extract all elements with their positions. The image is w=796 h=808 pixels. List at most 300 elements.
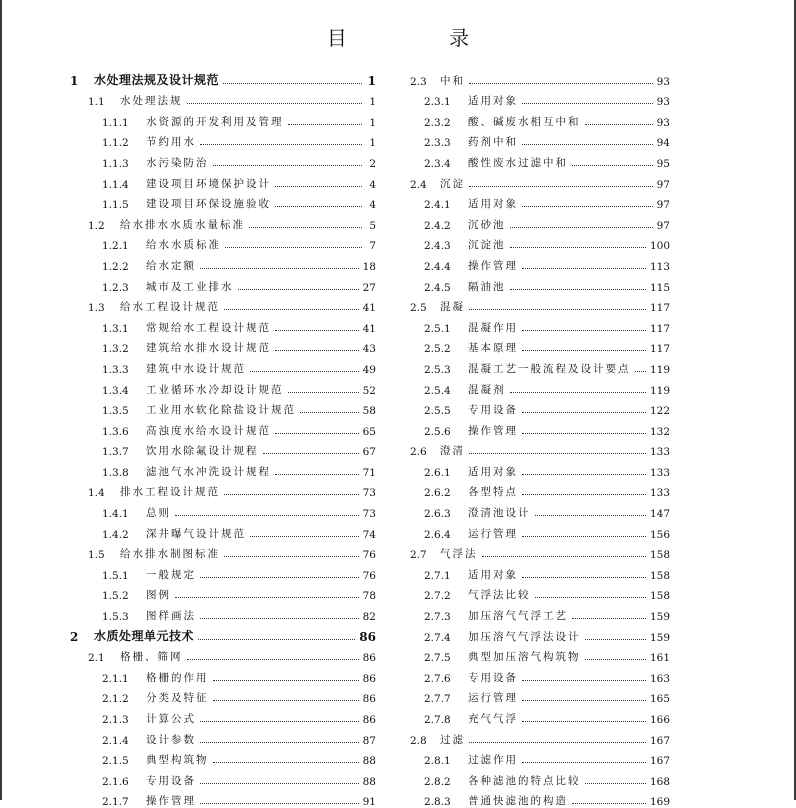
- toc-right-column: [410, 67, 670, 808]
- toc-entry-number: 1.2.1: [102, 240, 129, 253]
- toc-entry-number: 2.4.5: [424, 281, 451, 294]
- toc-entry-number: 2.7.7: [424, 693, 451, 706]
- toc-entry-page: 122: [649, 405, 670, 418]
- toc-entry-title: 运行管理: [468, 692, 518, 705]
- toc-entry[interactable]: [410, 623, 670, 644]
- toc-entry-page: 133: [649, 446, 670, 459]
- toc-entry[interactable]: [410, 355, 670, 376]
- toc-entry-number: 1.5.3: [102, 611, 129, 624]
- toc-leader-dots: [522, 103, 653, 104]
- toc-entry-number: 2.7.8: [424, 714, 451, 726]
- toc-leader-dots: [522, 700, 646, 701]
- toc-entry-number: 2.1.5: [102, 755, 129, 768]
- toc-entry[interactable]: [70, 211, 376, 232]
- toc-entry-number: 2.8: [410, 734, 427, 747]
- toc-entry[interactable]: [70, 67, 376, 88]
- toc-entry-page: 86: [362, 672, 376, 685]
- toc-entry-page: 169: [649, 796, 670, 808]
- toc-entry[interactable]: [410, 582, 670, 603]
- toc-entry[interactable]: [70, 149, 376, 170]
- toc-entry[interactable]: [70, 623, 376, 644]
- toc-entry-title: 运行管理: [468, 527, 518, 540]
- toc-entry-number: 1.2.3: [102, 281, 129, 294]
- toc-entry-page: 159: [649, 611, 670, 624]
- toc-entry-number: 2.7.1: [424, 569, 451, 582]
- toc-entry[interactable]: [70, 170, 376, 191]
- toc-entry[interactable]: [410, 376, 670, 397]
- toc-leader-dots: [200, 577, 359, 578]
- toc-entry-number: 1.3.2: [102, 343, 129, 356]
- toc-entry-page: 165: [649, 693, 670, 706]
- toc-entry-number: 2.3.3: [424, 137, 451, 150]
- toc-leader-dots: [288, 124, 363, 125]
- toc-entry[interactable]: [410, 335, 670, 356]
- toc-entry[interactable]: [70, 88, 376, 109]
- toc-entry-page: 156: [649, 528, 670, 541]
- toc-leader-dots: [522, 330, 646, 331]
- toc-entry-page: 58: [362, 405, 376, 418]
- toc-entry-page: 161: [649, 652, 670, 665]
- toc-entry-number: 2.1.6: [102, 775, 129, 788]
- toc-entry[interactable]: [410, 499, 670, 520]
- toc-entry-page: 117: [649, 322, 670, 335]
- toc-entry-page: 159: [649, 631, 670, 644]
- toc-leader-dots: [200, 618, 359, 619]
- toc-entry[interactable]: [70, 273, 376, 294]
- toc-entry[interactable]: [70, 499, 376, 520]
- toc-entry-title: 水处理法规及设计规范: [94, 72, 220, 87]
- toc-leader-dots: [275, 433, 359, 434]
- toc-entry-title: 充气气浮: [468, 713, 518, 725]
- toc-leader-dots: [200, 144, 362, 145]
- toc-entry[interactable]: [410, 705, 670, 726]
- toc-leader-dots: [469, 186, 653, 187]
- toc-entry[interactable]: [410, 149, 670, 170]
- toc-entry-page: 86: [362, 714, 376, 726]
- toc-entry-number: 2.6.2: [424, 487, 451, 500]
- toc-entry-number: 2.6.3: [424, 508, 451, 521]
- toc-entry-page: 76: [362, 549, 376, 562]
- toc-entry-title: 过滤作用: [468, 754, 518, 767]
- toc-entry-title: 给水定额: [146, 259, 196, 272]
- toc-entry[interactable]: [70, 602, 376, 623]
- toc-entry-page: 87: [362, 734, 376, 747]
- toc-entry-number: 2.5.3: [424, 363, 451, 376]
- toc-entry-title: 给水水质标准: [146, 239, 221, 252]
- toc-leader-dots: [187, 659, 359, 660]
- toc-entry[interactable]: [70, 726, 376, 747]
- toc-entry-page: 93: [656, 75, 670, 88]
- toc-entry[interactable]: [70, 788, 376, 808]
- toc-leader-dots: [522, 350, 646, 351]
- toc-leader-dots: [535, 597, 646, 598]
- toc-entry-title: 格栅的作用: [146, 671, 209, 684]
- toc-leader-dots: [522, 721, 646, 722]
- toc-leader-dots: [522, 536, 646, 537]
- toc-entry-number: 1.1.3: [102, 157, 129, 170]
- toc-leader-dots: [187, 103, 363, 104]
- toc-leader-dots: [522, 433, 646, 434]
- toc-left-column: [70, 67, 376, 808]
- toc-entry-title: 操作管理: [146, 795, 196, 808]
- toc-entry-page: 73: [362, 487, 376, 500]
- toc-entry-page: 65: [362, 425, 376, 438]
- toc-entry-page: 93: [656, 96, 670, 109]
- toc-entry[interactable]: [70, 355, 376, 376]
- toc-entry[interactable]: [410, 788, 670, 808]
- toc-entry-title: 深井曝气设计规范: [146, 527, 246, 540]
- toc-entry[interactable]: [410, 561, 670, 582]
- toc-entry[interactable]: [70, 767, 376, 788]
- toc-entry-page: 74: [362, 528, 376, 541]
- toc-entry-page: 41: [362, 322, 376, 335]
- toc-entry-title: 适用对象: [468, 198, 518, 211]
- toc-leader-dots: [263, 453, 359, 454]
- toc-leader-dots: [238, 289, 359, 290]
- toc-entry[interactable]: [410, 479, 670, 500]
- toc-entry[interactable]: [410, 191, 670, 212]
- page-title: 目 录: [326, 26, 518, 50]
- toc-leader-dots: [572, 618, 646, 619]
- toc-leader-dots: [224, 309, 359, 310]
- toc-entry-page: 115: [649, 281, 670, 294]
- toc-entry-page: 97: [656, 178, 670, 191]
- toc-leader-dots: [250, 536, 359, 537]
- toc-entry-page: 97: [656, 199, 670, 212]
- toc-entry[interactable]: [410, 211, 670, 232]
- toc-entry-title: 工业用水软化除盐设计规范: [146, 404, 296, 417]
- toc-entry-number: 2.5.6: [424, 425, 451, 438]
- toc-leader-dots: [572, 165, 653, 166]
- toc-entry[interactable]: [70, 129, 376, 150]
- toc-entry-page: 163: [649, 672, 670, 685]
- toc-entry-title: 中和: [440, 74, 465, 87]
- toc-leader-dots: [200, 742, 359, 743]
- toc-entry[interactable]: [410, 170, 670, 191]
- toc-entry[interactable]: [70, 458, 376, 479]
- toc-entry-page: 158: [649, 569, 670, 582]
- toc-entry-title: 普通快滤池的构造: [468, 795, 568, 808]
- toc-leader-dots: [522, 474, 646, 475]
- toc-entry-number: 2.5: [410, 302, 427, 315]
- toc-entry-number: 1.1.2: [102, 137, 129, 150]
- toc-entry-page: 1: [369, 137, 376, 150]
- toc-entry-title: 药剂中和: [468, 136, 518, 149]
- toc-entry[interactable]: [70, 252, 376, 273]
- toc-leader-dots: [469, 742, 646, 743]
- toc-entry-title: 混凝剂: [468, 383, 506, 396]
- toc-entry-page: 167: [649, 755, 670, 768]
- toc-entry-title: 典型加压溶气构筑物: [468, 651, 581, 664]
- toc-entry-page: 88: [362, 755, 376, 768]
- toc-entry-number: 1.3.3: [102, 363, 129, 376]
- toc-entry-title: 水污染防治: [146, 156, 209, 169]
- toc-entry-number: 1: [70, 73, 79, 88]
- toc-entry-number: 1.4.2: [102, 528, 129, 541]
- toc-entry-number: 1.1.1: [102, 116, 129, 129]
- toc-entry-title: 适用对象: [468, 465, 518, 478]
- toc-entry-title: 给水排水制图标准: [120, 548, 220, 561]
- toc-leader-dots: [200, 783, 359, 784]
- toc-entry[interactable]: [70, 705, 376, 726]
- toc-entry[interactable]: [410, 541, 670, 562]
- toc-leader-dots: [522, 144, 653, 145]
- toc-entry-page: 2: [369, 157, 376, 170]
- toc-entry-number: 2.3.4: [424, 157, 451, 170]
- toc-leader-dots: [522, 412, 646, 413]
- toc-leader-dots: [224, 556, 359, 557]
- toc-entry-number: 1.5.2: [102, 590, 129, 603]
- toc-entry-number: 2.7.2: [424, 590, 451, 603]
- toc-entry-page: 1: [369, 96, 376, 109]
- toc-leader-dots: [469, 309, 646, 310]
- toc-entry[interactable]: [410, 644, 670, 665]
- toc-entry-number: 2.7.5: [424, 652, 451, 665]
- toc-leader-dots: [522, 268, 646, 269]
- toc-entry[interactable]: [70, 644, 376, 665]
- toc-entry[interactable]: [70, 747, 376, 768]
- toc-entry[interactable]: [410, 397, 670, 418]
- toc-entry[interactable]: [70, 294, 376, 315]
- toc-entry-title: 气浮法: [440, 548, 478, 561]
- toc-entry-title: 过滤: [440, 733, 465, 746]
- toc-entry-page: 113: [649, 260, 670, 273]
- toc-entry[interactable]: [410, 129, 670, 150]
- toc-entry-number: 1.3.4: [102, 384, 129, 397]
- toc-entry-page: 147: [649, 508, 670, 521]
- toc-entry-title: 建筑中水设计规范: [146, 362, 246, 375]
- toc-leader-dots: [275, 206, 362, 207]
- toc-leader-dots: [198, 639, 355, 640]
- toc-entry-page: 4: [369, 199, 376, 212]
- toc-leader-dots: [300, 412, 359, 413]
- toc-entry[interactable]: [410, 664, 670, 685]
- toc-leader-dots: [522, 577, 646, 578]
- toc-leader-dots: [522, 494, 646, 495]
- toc-entry[interactable]: [70, 664, 376, 685]
- toc-entry-number: 2.4.2: [424, 219, 451, 232]
- toc-entry-number: 1.5: [88, 549, 105, 562]
- toc-entry[interactable]: [70, 438, 376, 459]
- toc-leader-dots: [572, 803, 646, 804]
- toc-entry-title: 酸、碱废水相互中和: [468, 115, 581, 128]
- toc-leader-dots: [275, 186, 362, 187]
- toc-entry-page: 86: [359, 629, 376, 644]
- toc-entry-number: 2.4.1: [424, 199, 451, 212]
- toc-entry-title: 建设项目环保设施验收: [146, 198, 271, 211]
- toc-entry-title: 沉淀: [440, 177, 465, 190]
- toc-entry-number: 1.2: [88, 219, 105, 232]
- toc-entry[interactable]: [70, 541, 376, 562]
- toc-leader-dots: [585, 783, 646, 784]
- toc-entry-title: 操作管理: [468, 424, 518, 437]
- toc-entry-number: 2.3.2: [424, 116, 451, 129]
- toc-entry-number: 1.3: [88, 302, 105, 315]
- toc-entry[interactable]: [410, 520, 670, 541]
- toc-entry-page: 18: [362, 260, 376, 273]
- toc-entry[interactable]: [410, 252, 670, 273]
- toc-leader-dots: [585, 639, 646, 640]
- toc-entry[interactable]: [410, 88, 670, 109]
- toc-entry[interactable]: [70, 685, 376, 706]
- toc-entry[interactable]: [410, 67, 670, 88]
- toc-entry-title: 气浮法比较: [468, 589, 531, 602]
- toc-entry-number: 1.1.4: [102, 178, 129, 191]
- toc-entry-page: 88: [362, 775, 376, 788]
- toc-leader-dots: [200, 721, 359, 722]
- toc-entry[interactable]: [410, 685, 670, 706]
- toc-entry[interactable]: [410, 417, 670, 438]
- toc-entry-page: 100: [649, 240, 670, 253]
- toc-entry-page: 71: [362, 466, 376, 479]
- toc-entry-page: 95: [656, 157, 670, 170]
- toc-entry[interactable]: [70, 376, 376, 397]
- toc-leader-dots: [175, 515, 359, 516]
- toc-entry-title: 加压溶气气浮工艺: [468, 610, 568, 623]
- toc-entry[interactable]: [410, 294, 670, 315]
- toc-entry[interactable]: [70, 561, 376, 582]
- toc-entry[interactable]: [410, 232, 670, 253]
- toc-entry-page: 27: [362, 281, 376, 294]
- toc-entry-number: 2.8.3: [424, 796, 451, 808]
- toc-entry-title: 图例: [146, 589, 171, 602]
- toc-entry-page: 78: [362, 590, 376, 603]
- toc-leader-dots: [288, 392, 359, 393]
- toc-entry-page: 49: [362, 363, 376, 376]
- toc-leader-dots: [275, 350, 359, 351]
- toc-entry[interactable]: [70, 479, 376, 500]
- toc-entry[interactable]: [70, 520, 376, 541]
- toc-entry-page: 117: [649, 302, 670, 315]
- toc-leader-dots: [223, 83, 362, 84]
- toc-entry-number: 2.7.6: [424, 672, 451, 685]
- toc-entry-page: 158: [649, 549, 670, 562]
- toc-entry-number: 2.8.2: [424, 775, 451, 788]
- toc-entry[interactable]: [70, 335, 376, 356]
- toc-entry-page: 1: [369, 116, 376, 129]
- toc-entry-number: 1.3.8: [102, 466, 129, 479]
- toc-entry-title: 基本原理: [468, 342, 518, 355]
- toc-leader-dots: [510, 247, 646, 248]
- toc-entry[interactable]: [410, 747, 670, 768]
- toc-leader-dots: [522, 680, 646, 681]
- toc-entry-page: 82: [362, 611, 376, 624]
- toc-leader-dots: [224, 494, 359, 495]
- toc-entry[interactable]: [410, 458, 670, 479]
- toc-entry-page: 67: [362, 446, 376, 459]
- toc-entry-page: 167: [649, 734, 670, 747]
- toc-entry[interactable]: [410, 314, 670, 335]
- toc-entry[interactable]: [410, 602, 670, 623]
- toc-entry[interactable]: [70, 582, 376, 603]
- toc-entry[interactable]: [410, 108, 670, 129]
- toc-leader-dots: [213, 680, 359, 681]
- toc-entry-number: 2.5.2: [424, 343, 451, 356]
- toc-entry-number: 1.3.1: [102, 322, 129, 335]
- toc-entry-number: 2.4.4: [424, 260, 451, 273]
- toc-leader-dots: [213, 700, 359, 701]
- toc-entry-number: 2.1.1: [102, 672, 129, 685]
- toc-leader-dots: [482, 556, 646, 557]
- toc-leader-dots: [175, 597, 359, 598]
- toc-entry[interactable]: [70, 397, 376, 418]
- toc-entry-title: 沉淀池: [468, 239, 506, 252]
- toc-entry[interactable]: [70, 191, 376, 212]
- toc-leader-dots: [275, 330, 359, 331]
- toc-entry-title: 酸性废水过滤中和: [468, 156, 568, 169]
- toc-entry-title: 水处理法规: [120, 95, 183, 108]
- toc-entry-title: 设计参数: [146, 733, 196, 746]
- toc-entry-number: 2.3.1: [424, 96, 451, 109]
- toc-leader-dots: [522, 762, 646, 763]
- toc-entry-number: 2.1.2: [102, 693, 129, 706]
- toc-entry-page: 76: [362, 569, 376, 582]
- toc-entry-title: 饮用水除氟设计规程: [146, 445, 259, 458]
- toc-entry[interactable]: [70, 108, 376, 129]
- toc-entry-title: 建设项目环境保护设计: [146, 177, 271, 190]
- toc-entry[interactable]: [70, 314, 376, 335]
- toc-entry-number: 2.8.1: [424, 755, 451, 768]
- toc-entry-page: 86: [362, 652, 376, 665]
- toc-entry-title: 专用设备: [468, 671, 518, 684]
- toc-entry-title: 加压溶气气浮法设计: [468, 630, 581, 643]
- toc-entry-number: 1.4.1: [102, 508, 129, 521]
- toc-entry-title: 典型构筑物: [146, 754, 209, 767]
- toc-entry-title: 各型特点: [468, 486, 518, 499]
- toc-entry-number: 2.7.3: [424, 611, 451, 624]
- toc-entry-page: 73: [362, 508, 376, 521]
- toc-entry[interactable]: [410, 273, 670, 294]
- toc-entry-title: 给水工程设计规范: [120, 301, 220, 314]
- toc-leader-dots: [635, 371, 646, 372]
- toc-entry-number: 2.6: [410, 446, 427, 459]
- toc-entry-page: 133: [649, 466, 670, 479]
- toc-entry-title: 适用对象: [468, 95, 518, 108]
- toc-entry-page: 93: [656, 116, 670, 129]
- toc-entry-title: 混凝工艺一般流程及设计要点: [468, 362, 631, 375]
- toc-entry[interactable]: [70, 232, 376, 253]
- toc-entry-title: 澄清池设计: [468, 507, 531, 520]
- toc-entry-page: 1: [367, 73, 376, 88]
- toc-entry[interactable]: [410, 726, 670, 747]
- toc-entry-page: 158: [649, 590, 670, 603]
- toc-entry-title: 混凝作用: [468, 321, 518, 334]
- toc-entry-title: 适用对象: [468, 568, 518, 581]
- toc-leader-dots: [510, 289, 646, 290]
- toc-entry-number: 2: [70, 629, 79, 644]
- toc-entry-page: 97: [656, 219, 670, 232]
- toc-leader-dots: [213, 762, 359, 763]
- toc-entry-number: 1.5.1: [102, 569, 129, 582]
- toc-leader-dots: [213, 165, 363, 166]
- toc-entry-page: 133: [649, 487, 670, 500]
- toc-leader-dots: [510, 227, 653, 228]
- toc-entry[interactable]: [410, 767, 670, 788]
- toc-entry-number: 2.6.1: [424, 466, 451, 479]
- toc-leader-dots: [250, 371, 359, 372]
- toc-entry[interactable]: [70, 417, 376, 438]
- toc-entry-title: 排水工程设计规范: [120, 486, 220, 499]
- toc-entry-title: 水资源的开发利用及管理: [146, 115, 284, 128]
- toc-entry-page: 4: [369, 178, 376, 191]
- toc-leader-dots: [522, 206, 653, 207]
- toc-entry-page: 168: [649, 775, 670, 788]
- toc-entry[interactable]: [410, 438, 670, 459]
- toc-leader-dots: [275, 474, 359, 475]
- toc-entry-number: 2.4: [410, 178, 427, 191]
- toc-entry-page: 43: [362, 343, 376, 356]
- toc-entry-title: 高浊度水给水设计规范: [146, 424, 271, 437]
